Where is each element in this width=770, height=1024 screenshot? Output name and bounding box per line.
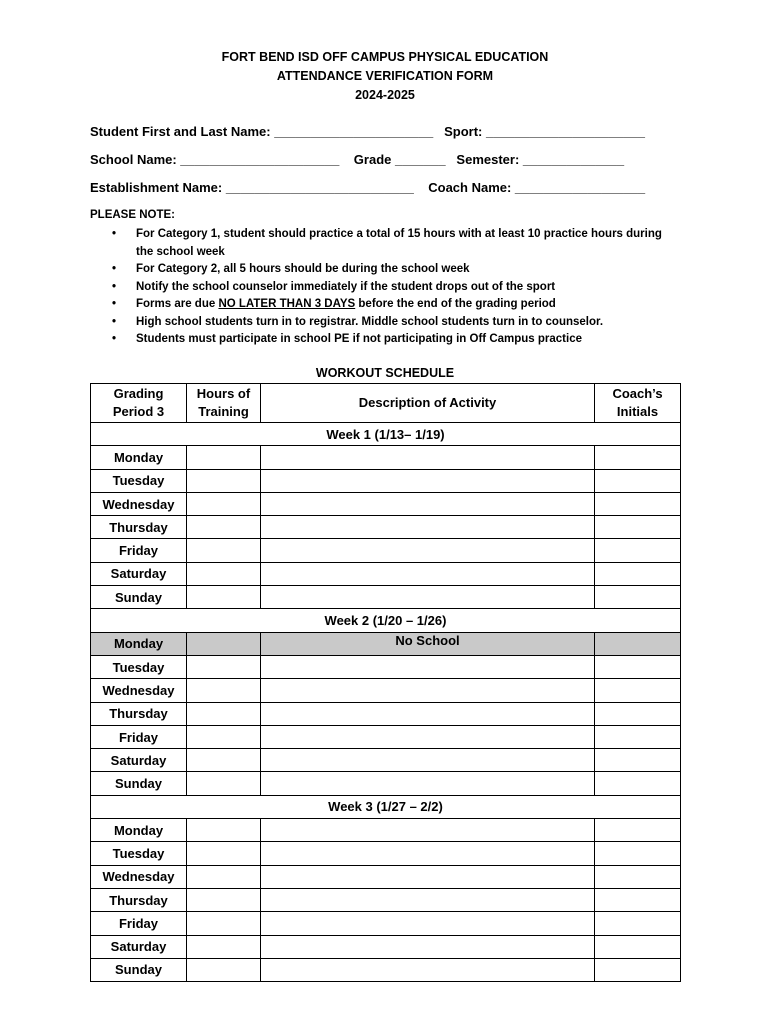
description-cell[interactable] bbox=[261, 935, 595, 958]
day-label: Friday bbox=[91, 725, 187, 748]
hours-cell[interactable] bbox=[187, 655, 261, 678]
description-cell[interactable] bbox=[261, 749, 595, 772]
note-item: • Forms are due NO LATER THAN 3 DAYS before the end of the grading period bbox=[106, 296, 666, 314]
description-cell[interactable] bbox=[261, 888, 595, 911]
workout-schedule-table bbox=[90, 383, 681, 982]
description-cell[interactable] bbox=[261, 725, 595, 748]
bullet-icon: • bbox=[112, 228, 117, 240]
table-row bbox=[91, 842, 681, 865]
form-title bbox=[0, 48, 770, 105]
coach-initials-cell[interactable] bbox=[595, 725, 681, 748]
description-cell[interactable] bbox=[261, 912, 595, 935]
note-item: • Students must participate in school PE if not participating in Off Campus practice bbox=[106, 331, 666, 349]
hours-cell[interactable] bbox=[187, 725, 261, 748]
table-row bbox=[91, 679, 681, 702]
coach-initials-cell[interactable] bbox=[595, 586, 681, 609]
description-cell[interactable] bbox=[261, 469, 595, 492]
notes-heading: PLEASE NOTE: bbox=[90, 209, 175, 221]
description-cell[interactable] bbox=[261, 702, 595, 725]
table-row bbox=[91, 819, 681, 842]
table-row bbox=[91, 655, 681, 678]
table-row bbox=[91, 516, 681, 539]
coach-initials-cell[interactable] bbox=[595, 888, 681, 911]
title-line-1: FORT BEND ISD OFF CAMPUS PHYSICAL EDUCATION bbox=[221, 50, 549, 64]
coach-initials-cell[interactable] bbox=[595, 749, 681, 772]
header-coach-initials: Coach’s Initials bbox=[595, 384, 681, 423]
table-row bbox=[91, 749, 681, 772]
note-item: • Notify the school counselor immediately if the student drops out of the sport bbox=[106, 279, 666, 297]
coach-initials-cell[interactable] bbox=[595, 772, 681, 795]
coach-initials-cell[interactable] bbox=[595, 912, 681, 935]
day-label: Saturday bbox=[91, 562, 187, 585]
day-label: Monday bbox=[91, 632, 187, 655]
day-label: Tuesday bbox=[91, 655, 187, 678]
hours-cell[interactable] bbox=[187, 562, 261, 585]
coach-initials-cell[interactable] bbox=[595, 469, 681, 492]
description-cell[interactable] bbox=[261, 865, 595, 888]
coach-initials-cell[interactable] bbox=[595, 539, 681, 562]
no-school-cell: No School bbox=[261, 632, 595, 655]
note-item: • For Category 1, student should practice a total of 15 hours with at least 10 practice hours during the school week bbox=[112, 228, 662, 258]
bullet-icon: • bbox=[112, 315, 117, 328]
description-cell[interactable] bbox=[261, 842, 595, 865]
day-label: Tuesday bbox=[91, 842, 187, 865]
hours-cell[interactable] bbox=[187, 446, 261, 469]
day-label: Monday bbox=[91, 819, 187, 842]
hours-cell[interactable] bbox=[187, 958, 261, 981]
coach-initials-cell[interactable] bbox=[595, 679, 681, 702]
table-row bbox=[91, 865, 681, 888]
header-grading-period: Grading Period 3 bbox=[91, 384, 187, 423]
day-label: Sunday bbox=[91, 586, 187, 609]
table-row bbox=[91, 888, 681, 911]
day-label: Wednesday bbox=[91, 865, 187, 888]
note-item: • High school students turn in to registrar. Middle school students turn in to counselor. bbox=[106, 314, 666, 332]
table-row bbox=[91, 958, 681, 981]
description-cell[interactable] bbox=[261, 655, 595, 678]
day-label: Thursday bbox=[91, 702, 187, 725]
deadline-emphasis: NO LATER THAN 3 DAYS bbox=[218, 298, 356, 310]
description-cell[interactable] bbox=[261, 586, 595, 609]
bullet-icon: • bbox=[112, 298, 117, 310]
student-sport-fields[interactable]: Student First and Last Name: ______________________ Sport: ______________________ bbox=[90, 124, 646, 139]
week-label: Week 3 (1/27 – 2/2) bbox=[91, 795, 681, 818]
day-label: Monday bbox=[91, 446, 187, 469]
table-row bbox=[91, 469, 681, 492]
table-row bbox=[91, 632, 681, 655]
hours-cell[interactable] bbox=[187, 516, 261, 539]
title-line-3: 2024-2025 bbox=[355, 88, 415, 102]
hours-cell[interactable] bbox=[187, 702, 261, 725]
hours-cell[interactable] bbox=[187, 888, 261, 911]
school-grade-semester-fields[interactable]: School Name: ______________________ Grade _______ Semester: ______________ bbox=[90, 152, 625, 167]
hours-cell[interactable] bbox=[187, 492, 261, 515]
day-label: Wednesday bbox=[91, 679, 187, 702]
coach-initials-cell[interactable] bbox=[595, 492, 681, 515]
description-cell[interactable] bbox=[261, 492, 595, 515]
coach-initials-cell[interactable] bbox=[595, 935, 681, 958]
notes-list bbox=[106, 226, 666, 349]
coach-initials-cell[interactable] bbox=[595, 446, 681, 469]
coach-initials-cell[interactable] bbox=[595, 842, 681, 865]
day-label: Thursday bbox=[91, 516, 187, 539]
table-row bbox=[91, 912, 681, 935]
coach-initials-cell[interactable] bbox=[595, 702, 681, 725]
table-header-row bbox=[91, 384, 681, 423]
coach-initials-cell[interactable] bbox=[595, 516, 681, 539]
week-header-row bbox=[91, 423, 681, 446]
table-row bbox=[91, 446, 681, 469]
description-cell[interactable] bbox=[261, 679, 595, 702]
table-row bbox=[91, 539, 681, 562]
note-item: • For Category 2, all 5 hours should be during the school week bbox=[106, 261, 666, 279]
bullet-icon: • bbox=[112, 263, 117, 275]
table-row bbox=[91, 935, 681, 958]
day-label: Wednesday bbox=[91, 492, 187, 515]
bullet-icon: • bbox=[112, 333, 117, 345]
hours-cell[interactable] bbox=[187, 842, 261, 865]
description-cell[interactable] bbox=[261, 539, 595, 562]
hours-cell[interactable] bbox=[187, 865, 261, 888]
day-label: Friday bbox=[91, 539, 187, 562]
title-line-2: ATTENDANCE VERIFICATION FORM bbox=[276, 69, 494, 83]
hours-cell[interactable] bbox=[187, 586, 261, 609]
coach-initials-cell[interactable] bbox=[595, 819, 681, 842]
establishment-coach-fields[interactable]: Establishment Name: __________________________ Coach Name: __________________ bbox=[90, 180, 646, 195]
hours-cell[interactable] bbox=[187, 819, 261, 842]
table-row bbox=[91, 725, 681, 748]
week-label: Week 1 (1/13– 1/19) bbox=[91, 423, 681, 446]
day-label: Friday bbox=[91, 912, 187, 935]
table-row bbox=[91, 772, 681, 795]
hours-cell[interactable] bbox=[187, 679, 261, 702]
description-cell[interactable] bbox=[261, 516, 595, 539]
coach-initials-cell[interactable] bbox=[595, 562, 681, 585]
description-cell[interactable] bbox=[261, 446, 595, 469]
table-row bbox=[91, 586, 681, 609]
day-label: Saturday bbox=[91, 749, 187, 772]
description-cell[interactable] bbox=[261, 958, 595, 981]
week-label: Week 2 (1/20 – 1/26) bbox=[91, 609, 681, 632]
description-cell[interactable] bbox=[261, 819, 595, 842]
schedule-title: WORKOUT SCHEDULE bbox=[315, 366, 455, 380]
table-row bbox=[91, 492, 681, 515]
header-hours-of-training: Hours of Training bbox=[187, 384, 261, 423]
coach-initials-cell bbox=[595, 632, 681, 655]
week-header-row bbox=[91, 795, 681, 818]
day-label: Sunday bbox=[91, 772, 187, 795]
hours-cell[interactable] bbox=[187, 469, 261, 492]
table-row bbox=[91, 562, 681, 585]
coach-initials-cell[interactable] bbox=[595, 655, 681, 678]
hours-cell[interactable] bbox=[187, 772, 261, 795]
bullet-icon: • bbox=[112, 280, 117, 293]
day-label: Tuesday bbox=[91, 469, 187, 492]
header-description: Description of Activity bbox=[261, 384, 595, 423]
table-row bbox=[91, 702, 681, 725]
hours-cell[interactable] bbox=[187, 935, 261, 958]
description-cell[interactable] bbox=[261, 562, 595, 585]
hours-cell[interactable] bbox=[187, 749, 261, 772]
hours-cell bbox=[187, 632, 261, 655]
coach-initials-cell[interactable] bbox=[595, 958, 681, 981]
day-label: Sunday bbox=[91, 958, 187, 981]
day-label: Thursday bbox=[91, 888, 187, 911]
week-header-row bbox=[91, 609, 681, 632]
hours-cell[interactable] bbox=[187, 912, 261, 935]
coach-initials-cell[interactable] bbox=[595, 865, 681, 888]
day-label: Saturday bbox=[91, 935, 187, 958]
hours-cell[interactable] bbox=[187, 539, 261, 562]
description-cell[interactable] bbox=[261, 772, 595, 795]
